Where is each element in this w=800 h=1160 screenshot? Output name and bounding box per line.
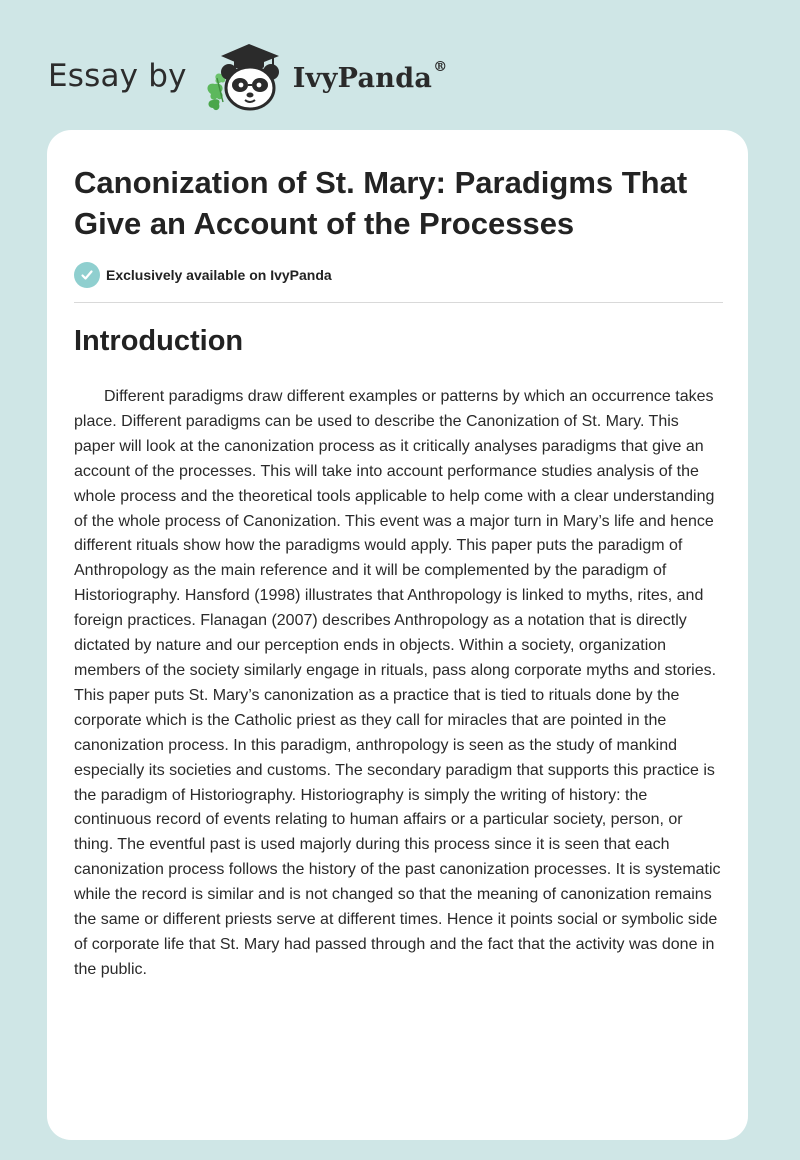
essay-title: Canonization of St. Mary: Paradigms That Give an Account of the Processes	[74, 165, 688, 241]
section-heading-introduction: Introduction	[74, 325, 244, 357]
exclusive-badge-label: Exclusively available on IvyPanda	[106, 267, 332, 283]
exclusive-badge	[74, 262, 332, 288]
registered-mark: ®	[433, 58, 448, 75]
introduction-paragraph: Different paradigms draw different examples or patterns by which an occurrence takes place. Different paradigms can be used to describe the Canonization of St. Mary. This paper will look at the canonization process as it critically analyses paradigms that give an account of the processes. This will take into account performance studies analysis of the whole process and the theoretical tools applicable to help come with a clear understanding of the whole process of Canonization. This event was a major turn in Mary’s life and hence different rituals show how the paradigms would apply. This paper puts the paradigm of Anthropology as the main reference and it will be complemented by the paradigm of Historiography. Hansford (1998) illustrates that Anthropology is linked to myths, rites, and foreign practices. Flanagan (2007) describes Anthropology as a notation that is directly dictated by nature and our perception ends in objects. Within a society, organization members of the society similarly engage in rituals, pass along corporate myths and stories. This paper puts St. Mary’s canonization as a practice that is tied to rituals done by the corporate which is the Catholic priest as they call for miracles that are pointed in the canonization process. In this paradigm, anthropology is seen as the study of mankind especially its societies and customs. The secondary paradigm that supports this practice is the paradigm of Historiography. Historiography is simply the writing of history: the continuous record of events relating to human affairs or a particular society, person, or thing. The eventful past is used majorly during this process since it is seen that each canonization process follows the history of the past canonization processes. It is systematic while the record is similar and is not changed so that the meaning of canonization remains the same or different priests serve at different times. Hence it points social or symbolic side of corporate life that St. Mary had passed through and the fact that the activity was done in the public.	[74, 388, 721, 978]
ivy-leaf-icon	[207, 73, 225, 110]
essay-by-label: Essay by	[48, 58, 187, 94]
panda-graduate-icon	[201, 38, 291, 114]
title-divider	[74, 302, 723, 303]
site-header	[48, 36, 448, 116]
brand-name	[292, 58, 448, 94]
brand-wordmark: IvyPanda	[292, 62, 433, 94]
checkmark-icon	[74, 262, 100, 288]
essay-card	[47, 130, 748, 1140]
